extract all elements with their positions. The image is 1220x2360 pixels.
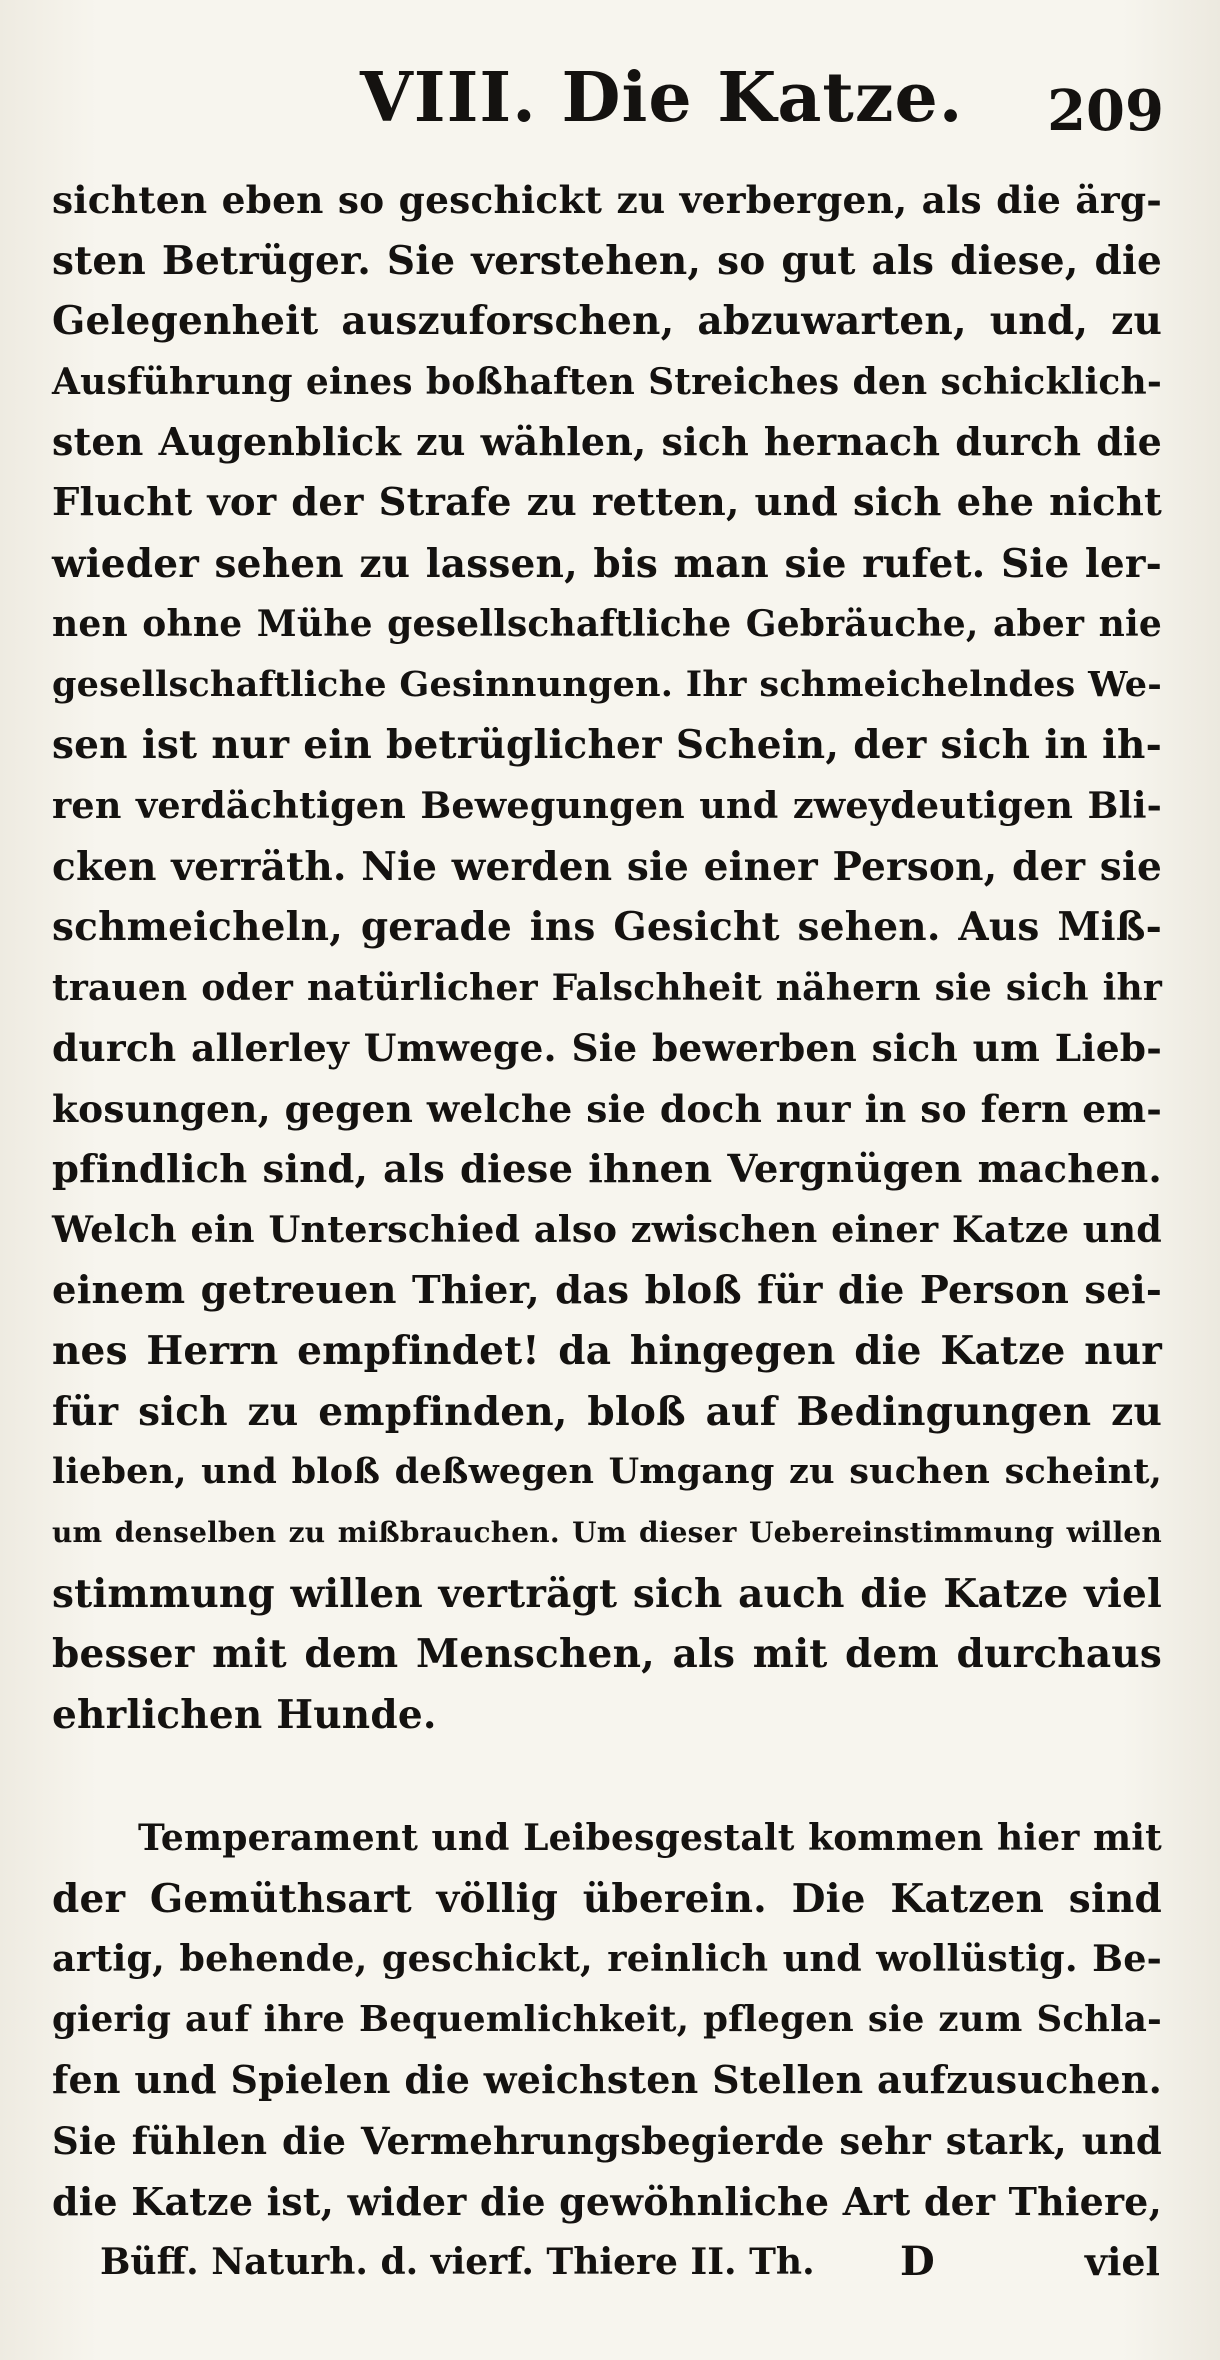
page-number: 209 — [1047, 78, 1164, 144]
text-line: Temperament und Leibesgestalt kommen hier mit — [138, 1817, 1162, 1859]
paragraph-1 — [52, 170, 1162, 1745]
text-line: die Katze ist, wider die gewöhnliche Art der Thiere, — [52, 2178, 1162, 2224]
text-line: um denselben zu mißbrauchen. Um dieser Uebereinstimmung willen — [52, 1516, 1162, 1550]
running-header — [0, 44, 1220, 154]
text-line: schmeicheln, gerade ins Gesicht sehen. Aus Miß- — [52, 904, 1162, 951]
text-line: ehrlichen Hunde. — [52, 1691, 437, 1738]
chapter-title: VIII. Die Katze. — [360, 58, 964, 138]
text-line: sichten eben so geschickt zu verbergen, als die ärg- — [52, 178, 1162, 222]
text-line: der Gemüthsart völlig überein. Die Katzen sind — [52, 1875, 1162, 1922]
text-line: Welch ein Unterschied also zwischen einer Katze und — [52, 1208, 1162, 1252]
signature-mark: D — [900, 2238, 935, 2285]
source-reference: Büff. Naturh. d. vierf. Thiere II. Th. — [100, 2241, 815, 2283]
text-line: artig, behende, geschickt, reinlich und wollüstig. Be- — [52, 1937, 1162, 1981]
text-line: Ausführung eines boßhaften Streiches den schicklich- — [52, 360, 1162, 403]
page-footer — [100, 2230, 1160, 2294]
text-line: cken verräth. Nie werden sie einer Person, der sie — [52, 843, 1162, 890]
text-line: sten Augenblick zu wählen, sich hernach durch die — [52, 419, 1162, 465]
text-line: gesellschaftliche Gesinnungen. Ihr schmeichelndes We- — [52, 663, 1162, 705]
text-line: Gelegenheit auszuforschen, abzuwarten, und, zu — [52, 298, 1162, 345]
text-line: kosungen, gegen welche sie doch nur in so fern em- — [52, 1086, 1162, 1131]
text-line: sen ist nur ein betrüglicher Schein, der sich in ih- — [52, 722, 1162, 769]
text-line: nes Herrn empfindet! da hingegen die Katze nur — [52, 1328, 1162, 1375]
text-line: stimmung willen verträgt sich auch die Katze viel — [52, 1570, 1162, 1617]
text-line: gierig auf ihre Bequemlichkeit, pflegen sie zum Schla- — [52, 1998, 1162, 2040]
text-line: besser mit dem Menschen, als mit dem durchaus — [52, 1631, 1162, 1678]
text-line: ren verdächtigen Bewegungen und zweydeutigen Bli- — [52, 783, 1162, 827]
text-line: für sich zu empfinden, bloß auf Bedingungen zu — [52, 1388, 1162, 1435]
text-line: durch allerley Umwege. Sie bewerben sich um Lieb- — [52, 1026, 1162, 1071]
text-line: Flucht vor der Strafe zu retten, und sich ehe nicht — [52, 479, 1162, 525]
text-line: trauen oder natürlicher Falschheit nähern sie sich ihr — [52, 966, 1162, 1009]
text-line: nen ohne Mühe gesellschaftliche Gebräuche, aber nie — [52, 603, 1162, 646]
text-line: wieder sehen zu lassen, bis man sie rufet. Sie ler- — [52, 540, 1162, 587]
paragraph-2 — [52, 1808, 1162, 2232]
text-line: sten Betrüger. Sie verstehen, so gut als diese, die — [52, 237, 1162, 284]
text-line: fen und Spielen die weichsten Stellen aufzusuchen. — [52, 2057, 1162, 2103]
text-line: einem getreuen Thier, das bloß für die Person sei- — [52, 1267, 1162, 1313]
text-line: Sie fühlen die Vermehrungsbegierde sehr stark, und — [52, 2118, 1162, 2163]
text-line: pfindlich sind, als diese ihnen Vergnügen machen. — [52, 1146, 1162, 1192]
text-line: lieben, und bloß deßwegen Umgang zu suchen scheint, — [52, 1451, 1162, 1493]
catchword: viel — [1084, 2239, 1160, 2284]
